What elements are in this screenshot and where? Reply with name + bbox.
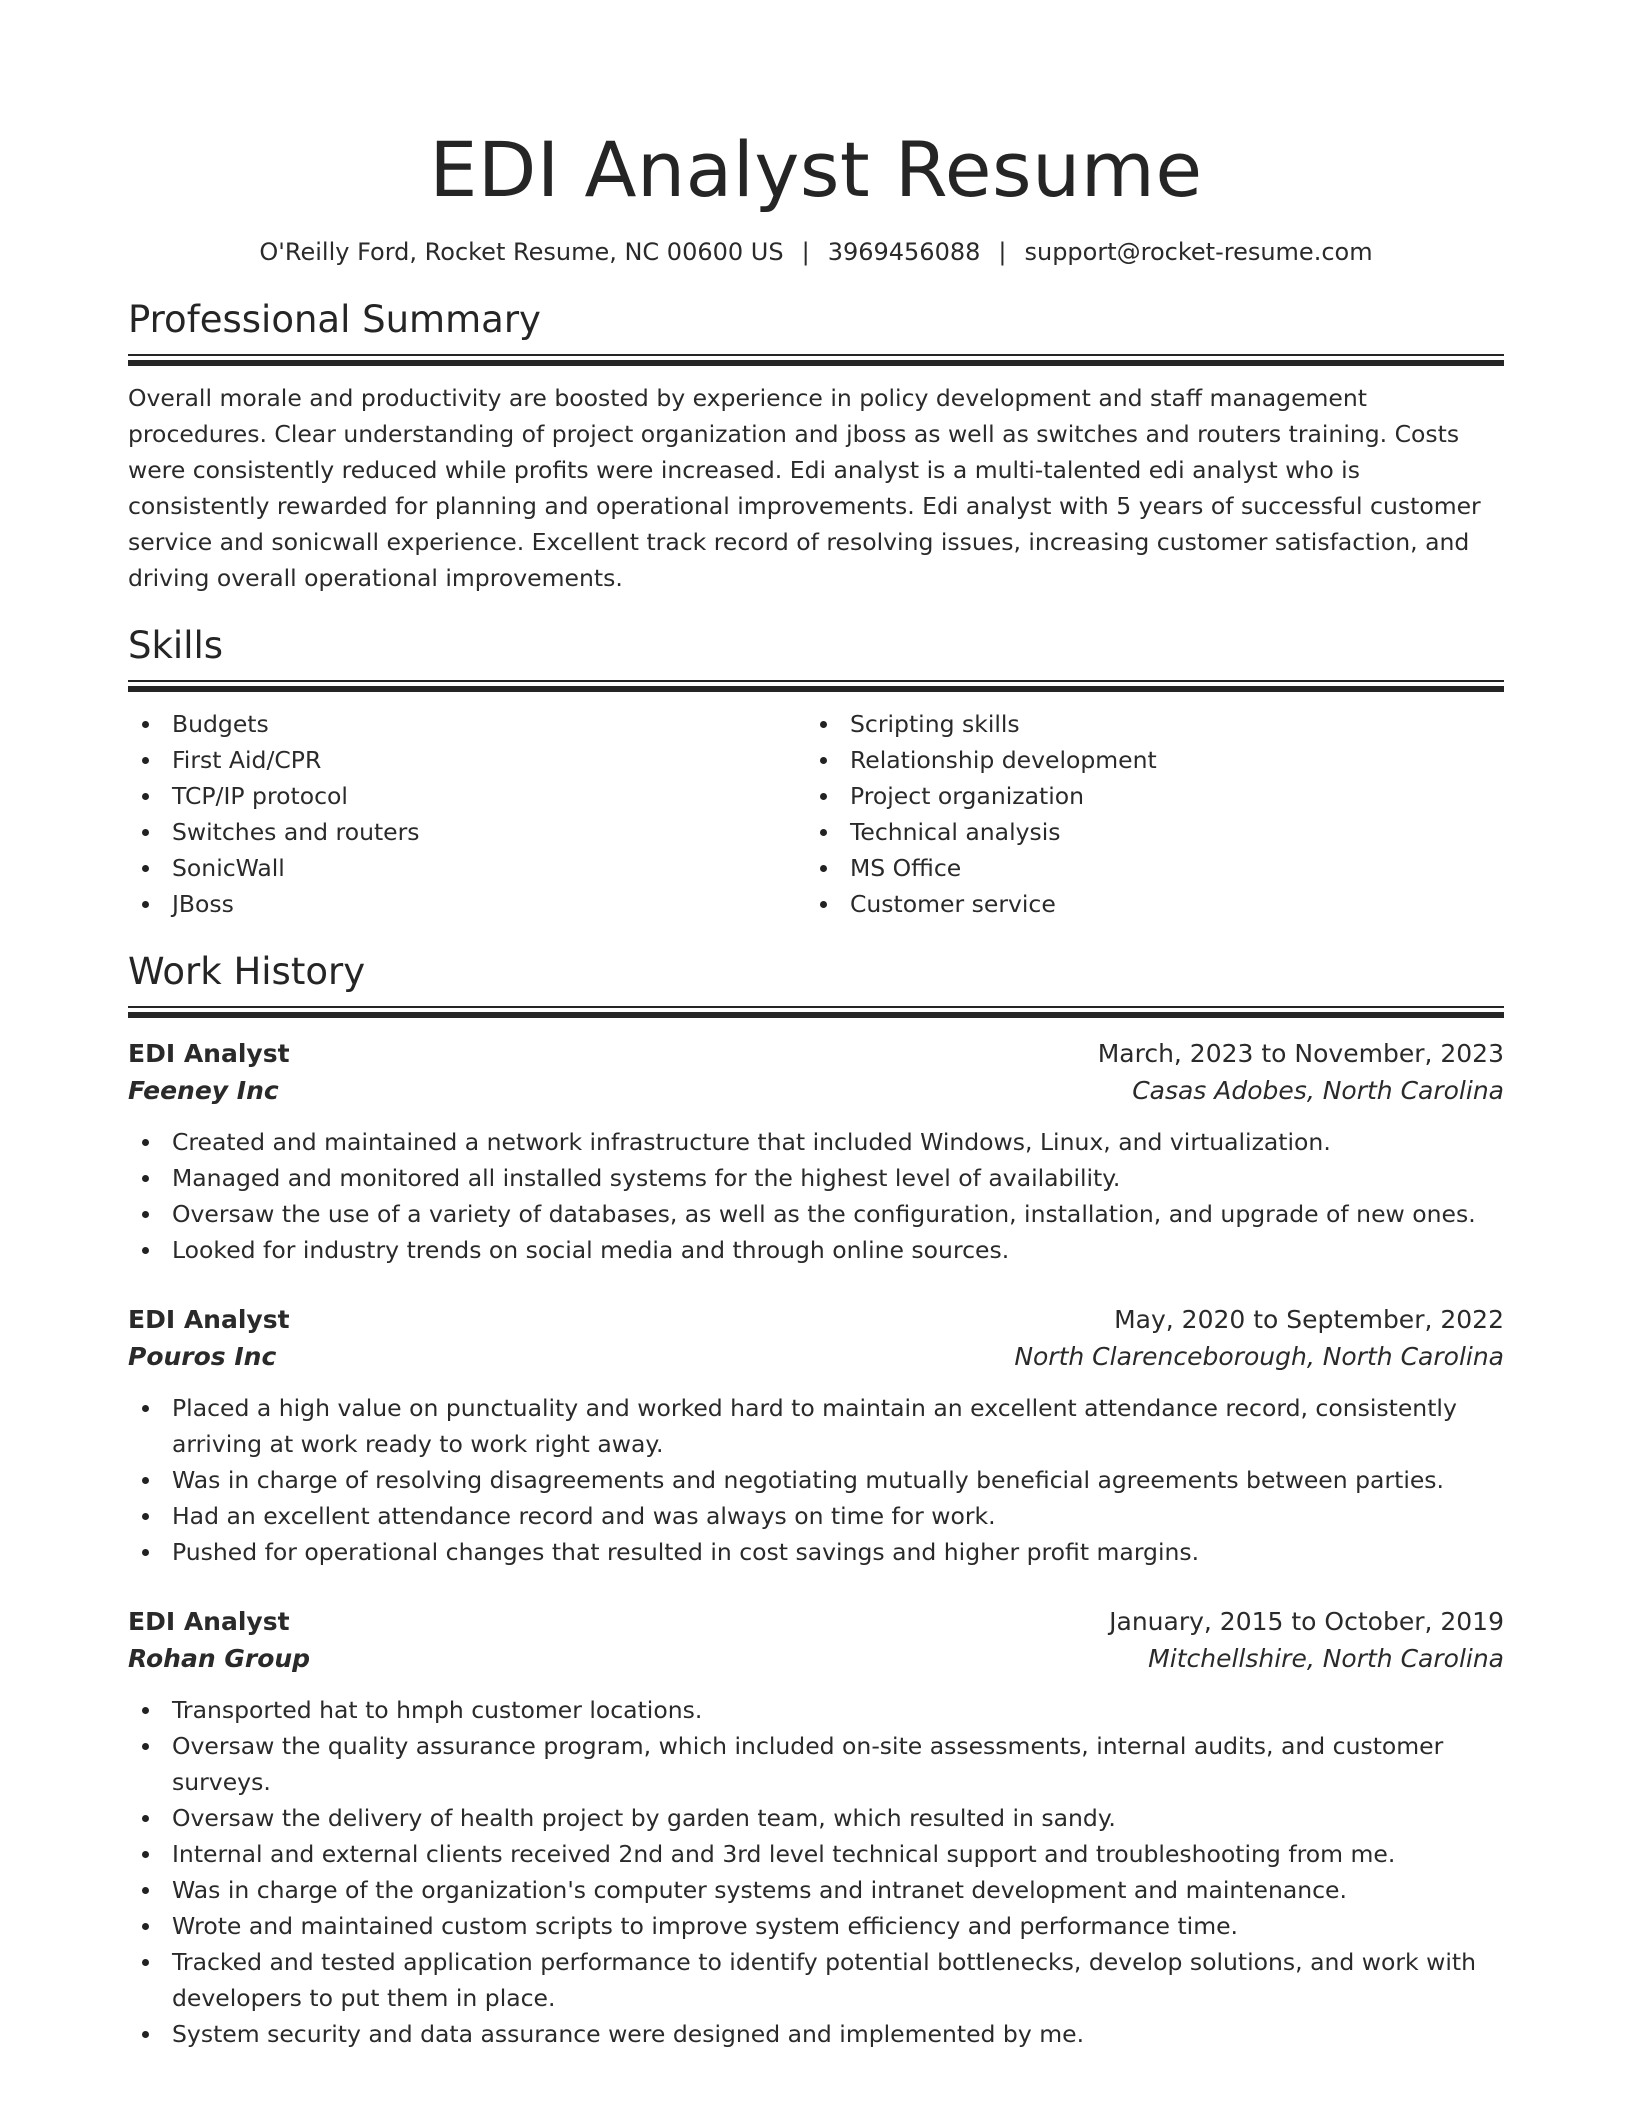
job-dates: January, 2015 to October, 2019 (1109, 1607, 1504, 1636)
job-bullet: Tracked and tested application performance to identify potential bottlenecks, develop solutions, and work with developers to put them in place. (128, 1944, 1504, 2016)
summary-text: Overall morale and productivity are boosted by experience in policy development and staff management procedures. Clear understanding of project organization and jboss as well as switches and routers training. Costs were consistently reduced while profits were increased. Edi analyst is a multi-talented edi analyst who is consistently rewarded for planning and operational improvements. Edi analyst with 5 years of successful customer service and sonicwall experience. Excellent track record of resolving issues, increasing customer satisfaction, and driving overall operational improvements. (128, 384, 1481, 592)
job-title: EDI Analyst (128, 1607, 290, 1636)
job-bullet: Looked for industry trends on social media and through online sources. (128, 1232, 1504, 1268)
section-divider (128, 354, 1504, 366)
job-bullet: Oversaw the delivery of health project by garden team, which resulted in sandy. (128, 1800, 1504, 1836)
job-bullet: Oversaw the quality assurance program, which included on-site assessments, internal audits, and customer surveys. (128, 1728, 1504, 1800)
section-divider (128, 1006, 1504, 1018)
skills-section (128, 624, 1504, 922)
work-history-section (128, 950, 1504, 2052)
job-bullets (128, 1124, 1504, 1268)
skill-item: Budgets (128, 706, 806, 742)
job-entry (128, 1036, 1504, 1268)
skill-item: TCP/IP protocol (128, 778, 806, 814)
job-bullet: Had an excellent attendance record and was always on time for work. (128, 1498, 1504, 1534)
contact-separator: | (998, 238, 1007, 266)
resume-page (128, 0, 1504, 2052)
job-title: EDI Analyst (128, 1039, 290, 1068)
skill-item: Scripting skills (806, 706, 1484, 742)
job-bullet: Internal and external clients received 2nd and 3rd level technical support and troubleshooting from me. (128, 1836, 1504, 1872)
job-subheader (128, 1338, 1504, 1376)
contact-email: support@rocket-resume.com (1024, 238, 1373, 266)
job-bullet: Oversaw the use of a variety of databases, as well as the configuration, installation, and upgrade of new ones. (128, 1196, 1504, 1232)
skills-grid (128, 706, 1504, 922)
job-entry (128, 1604, 1504, 2052)
skill-item: Switches and routers (128, 814, 806, 850)
job-entry (128, 1302, 1504, 1570)
skill-item: SonicWall (128, 850, 806, 886)
contact-address: O'Reilly Ford, Rocket Resume, NC 00600 US (259, 238, 784, 266)
contact-line (128, 236, 1504, 268)
section-divider (128, 680, 1504, 692)
section-title-skills: Skills (128, 624, 224, 667)
job-company: Feeney Inc (128, 1076, 279, 1105)
job-title: EDI Analyst (128, 1305, 290, 1334)
skill-item: MS Office (806, 850, 1484, 886)
job-header (128, 1604, 1504, 1640)
skill-item: Customer service (806, 886, 1484, 922)
section-title-work-history: Work History (128, 950, 366, 993)
skill-item: First Aid/CPR (128, 742, 806, 778)
job-location: North Clarenceborough, North Carolina (1014, 1342, 1504, 1371)
section-title-summary: Professional Summary (128, 298, 541, 341)
job-header (128, 1036, 1504, 1072)
skills-column-right (806, 706, 1484, 922)
contact-separator: | (801, 238, 810, 266)
skills-column-left (128, 706, 806, 922)
resume-title: EDI Analyst Resume (429, 125, 1203, 214)
skill-item: Technical analysis (806, 814, 1484, 850)
summary-section (128, 298, 1504, 596)
job-header (128, 1302, 1504, 1338)
job-company: Rohan Group (128, 1644, 311, 1673)
job-bullet: Pushed for operational changes that resulted in cost savings and higher profit margins. (128, 1534, 1504, 1570)
job-bullet: Was in charge of resolving disagreements and negotiating mutually beneficial agreements between parties. (128, 1462, 1504, 1498)
job-subheader (128, 1640, 1504, 1678)
job-bullet: Created and maintained a network infrastructure that included Windows, Linux, and virtualization. (128, 1124, 1504, 1160)
job-dates: May, 2020 to September, 2022 (1114, 1305, 1504, 1334)
job-company: Pouros Inc (128, 1342, 277, 1371)
job-bullet: Wrote and maintained custom scripts to improve system efficiency and performance time. (128, 1908, 1504, 1944)
job-location: Mitchellshire, North Carolina (1148, 1644, 1504, 1673)
job-dates: March, 2023 to November, 2023 (1097, 1039, 1504, 1068)
job-bullets (128, 1692, 1504, 2052)
job-bullets (128, 1390, 1504, 1570)
job-bullet: System security and data assurance were designed and implemented by me. (128, 2016, 1504, 2052)
job-bullet: Transported hat to hmph customer locations. (128, 1692, 1504, 1728)
job-bullet: Placed a high value on punctuality and worked hard to maintain an excellent attendance record, consistently arriving at work ready to work right away. (128, 1390, 1504, 1462)
job-subheader (128, 1072, 1504, 1110)
skill-item: JBoss (128, 886, 806, 922)
skill-item: Relationship development (806, 742, 1484, 778)
contact-phone: 3969456088 (827, 238, 981, 266)
job-bullet: Was in charge of the organization's computer systems and intranet development and maintenance. (128, 1872, 1504, 1908)
skill-item: Project organization (806, 778, 1484, 814)
job-bullet: Managed and monitored all installed systems for the highest level of availability. (128, 1160, 1504, 1196)
job-location: Casas Adobes, North Carolina (1132, 1076, 1504, 1105)
